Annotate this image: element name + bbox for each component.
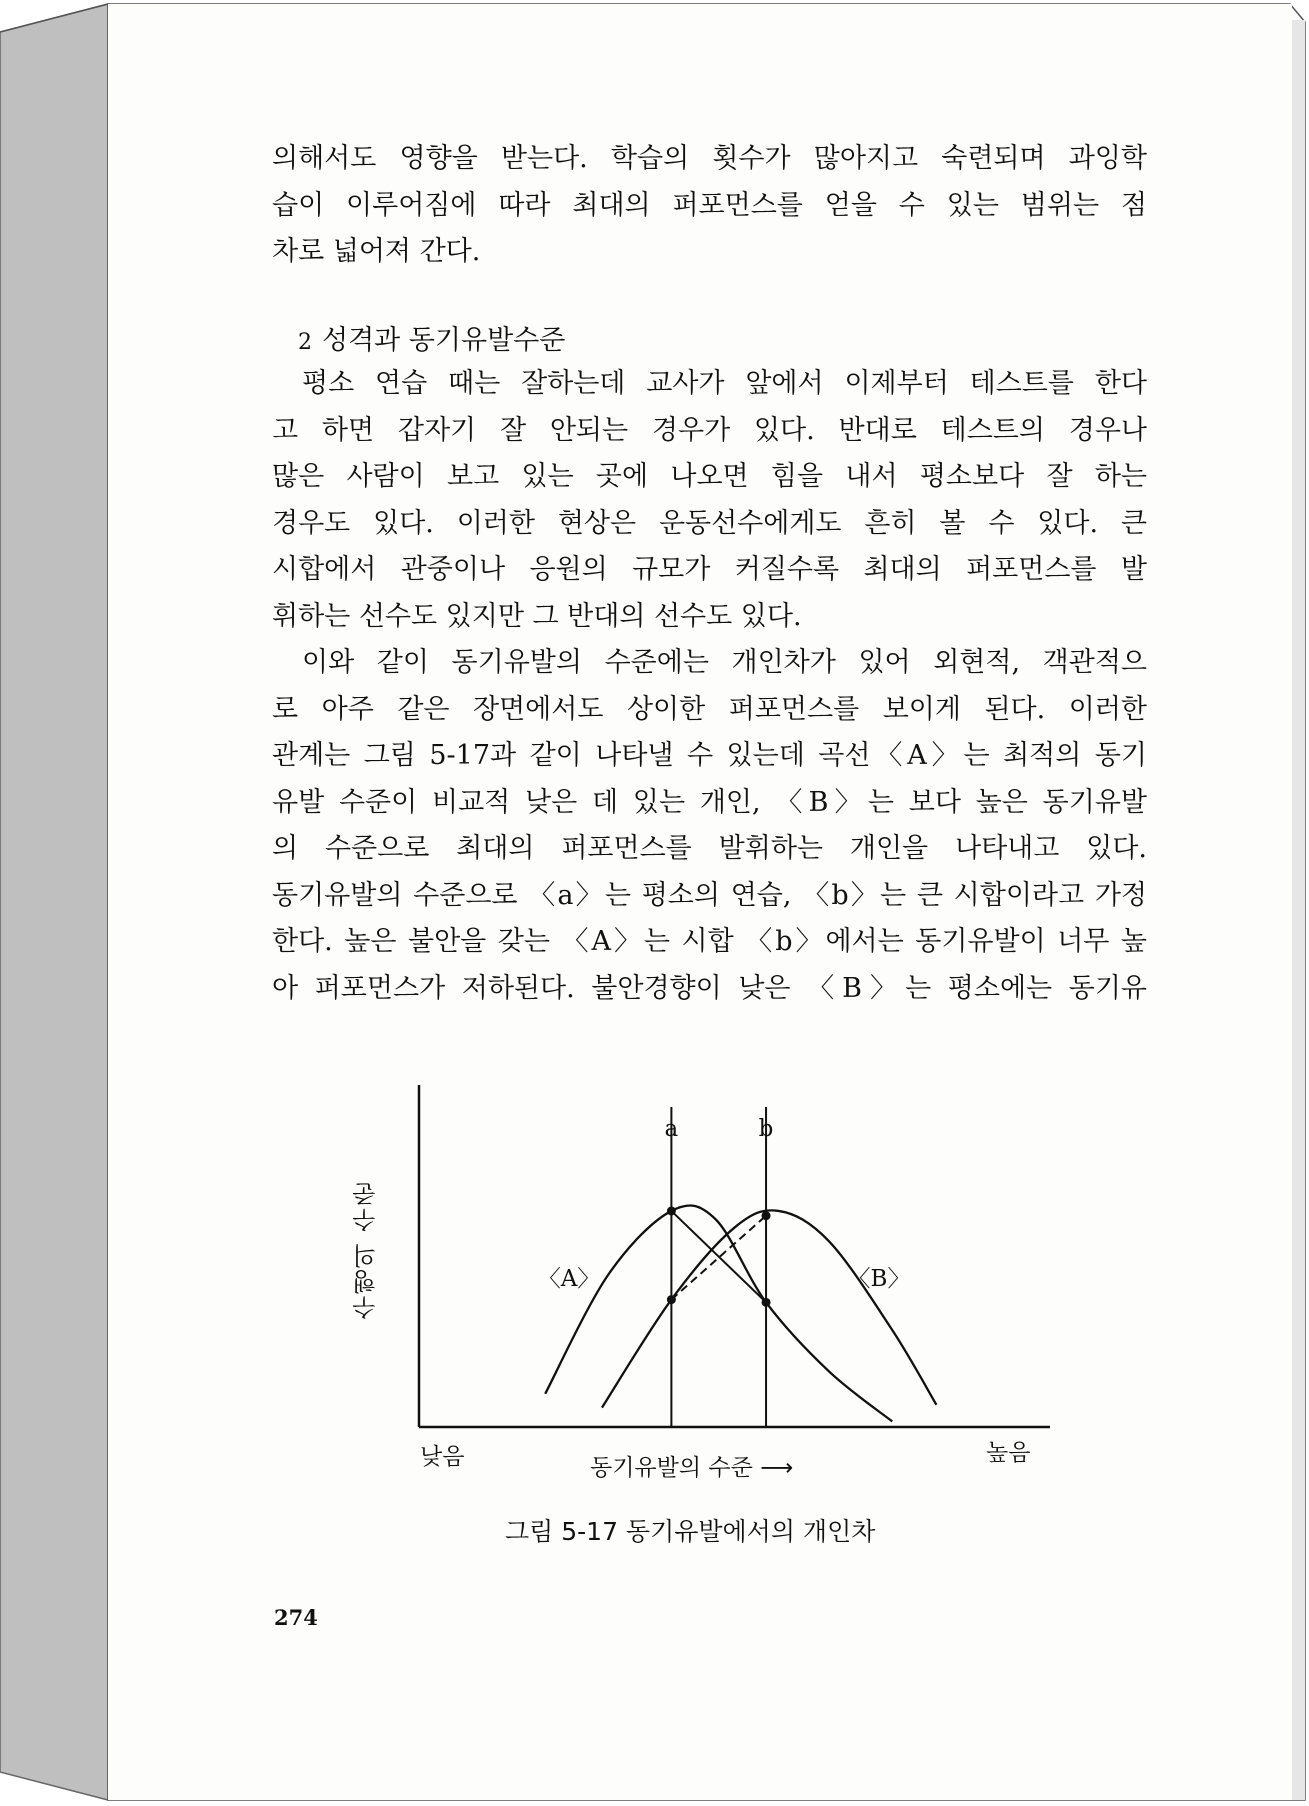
text-line: 의 수준으로 최대의 퍼포먼스를 발휘하는 개인을 나타내고 있다. [272, 833, 1147, 864]
text-line: 습이 이루어짐에 따라 최대의 퍼포먼스를 얻을 수 있는 범위는 점 [272, 189, 1147, 221]
text-line: 로 아주 같은 장면에서도 상이한 퍼포먼스를 보이게 된다. 이러한 [272, 693, 1147, 725]
paragraph-1 [272, 361, 1147, 640]
text-line: 평소 연습 때는 잘하는데 교사가 앞에서 이제부터 테스트를 한다 [302, 368, 1147, 399]
curve-b-label: 〈B〉 [847, 1266, 911, 1292]
paragraph-2 [272, 640, 1147, 1012]
text-line: 관계는 그림 5-17과 같이 나타낼 수 있는데 곡선〈A〉는 최적의 동기 [272, 740, 1147, 771]
x-axis-high-label: 높음 [986, 1440, 1031, 1466]
page-number: 274 [274, 1605, 318, 1630]
section-title: 성격과 동기유발수준 [322, 325, 566, 356]
text-line: 의해서도 영향을 받는다. 학습의 횟수가 많아지고 숙련되며 과잉학 [272, 143, 1147, 174]
text-line: 차로 넓어져 간다. [272, 236, 481, 267]
section-heading [298, 321, 565, 363]
text-line: 아 퍼포먼스가 저하된다. 불안경향이 낮은 〈B〉는 평소에는 동기유 [272, 972, 1147, 1004]
text-line: 경우도 있다. 이러한 현상은 운동선수에게도 흔히 볼 수 있다. 큰 [272, 507, 1147, 539]
marker-label-a: a [664, 1116, 679, 1142]
text-line: 휘하는 선수도 있지만 그 반대의 선수도 있다. [272, 600, 802, 632]
top-paragraph [272, 136, 1147, 276]
x-axis-label: 동기유발의 수준 ⟶ [590, 1455, 794, 1481]
marker-label-b: b [758, 1116, 774, 1142]
text-line: 이와 같이 동기유발의 수준에는 개인차가 있어 외현적, 객관적으 [302, 647, 1147, 678]
text-line: 고 하면 갑자기 잘 안되는 경우가 있다. 반대로 테스트의 경우나 [272, 414, 1147, 446]
figure-caption: 그림 5-17 동기유발에서의 개인차 [505, 1517, 876, 1546]
text-line: 시합에서 관중이나 응원의 규모가 커질수록 최대의 퍼포먼스를 발 [272, 554, 1147, 585]
x-axis-low-label: 낮음 [420, 1444, 465, 1470]
curve-a-label: 〈A〉 [537, 1266, 601, 1292]
text-line: 많은 사람이 보고 있는 곳에 나오면 힘을 내서 평소보다 잘 하는 [272, 461, 1147, 492]
section-number: 2 [298, 330, 312, 355]
text-line: 한다. 높은 불안을 갖는 〈A〉는 시합 〈b〉에서는 동기유발이 너무 높 [272, 926, 1147, 957]
y-axis-label: 수행의 수준 [352, 1180, 381, 1320]
text-line: 유발 수준이 비교적 낮은 데 있는 개인, 〈B〉는 보다 높은 동기유발 [272, 786, 1147, 818]
text-line: 동기유발의 수준으로 〈a〉는 평소의 연습, 〈b〉는 큰 시합이라고 가정 [272, 879, 1147, 911]
